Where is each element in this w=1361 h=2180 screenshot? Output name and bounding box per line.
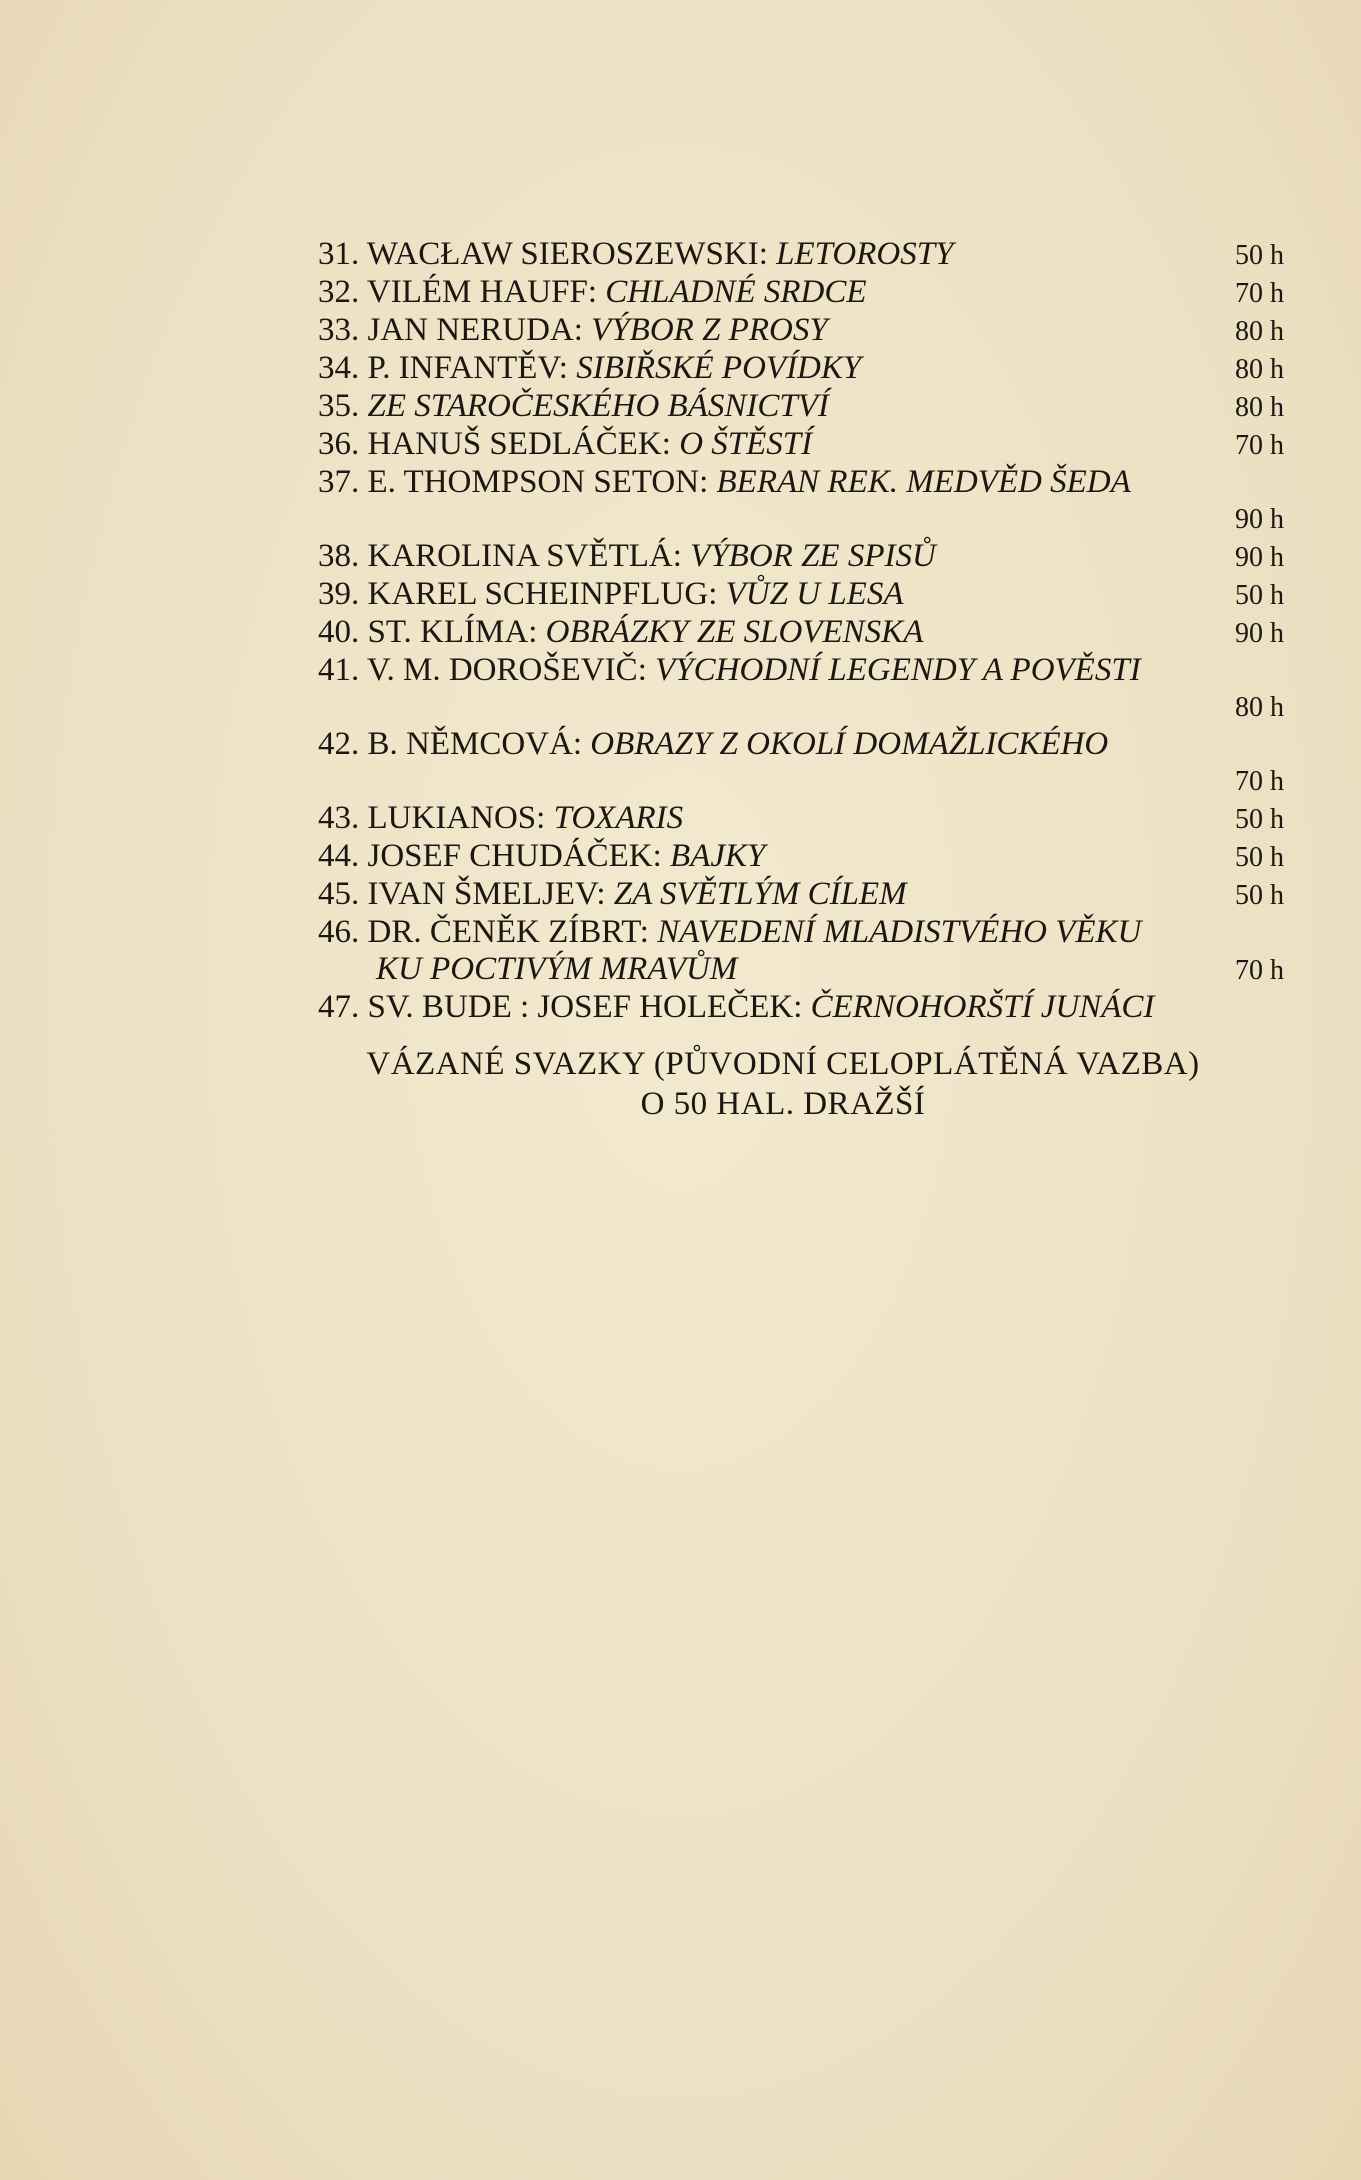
entry-price: 80 h: [1235, 316, 1284, 347]
entry-author: E. THOMPSON SETON: [367, 464, 700, 500]
entry-title: OBRAZY Z OKOLÍ DOMAŽLICKÉHO: [590, 726, 1109, 762]
entry-number: 46.: [318, 914, 360, 950]
entry-price: 50 h: [1235, 880, 1284, 911]
entry-title: ZE STAROČESKÉHO BÁSNICTVÍ: [367, 388, 829, 424]
entry-separator: :: [587, 274, 606, 310]
entry-number: 47.: [318, 989, 360, 1025]
entry-price: 70 h: [1235, 278, 1284, 309]
entry-number: 35.: [318, 388, 360, 424]
entry-author: VILÉM HAUFF: [366, 274, 588, 310]
entry-number: 44.: [318, 838, 360, 874]
entry-title: TOXARIS: [553, 800, 684, 836]
entry-number: 43.: [318, 800, 360, 836]
entry-separator: :: [528, 614, 546, 650]
entry-separator: :: [572, 726, 591, 762]
entry-separator: :: [793, 989, 811, 1025]
entry-title: VŮZ U LESA: [725, 576, 904, 612]
binding-note-line-1: VÁZANÉ SVAZKY (PŮVODNÍ CELOPLÁTĚNÁ VAZBA): [366, 1046, 1200, 1082]
entry-price: 50 h: [1235, 842, 1284, 873]
entry-title: LETOROSTY: [776, 236, 954, 272]
catalog-entry: [318, 464, 1284, 538]
entry-number: 41.: [318, 652, 360, 688]
entry-author: WACŁAW SIEROSZEWSKI: [366, 236, 759, 272]
catalog-entry: [318, 914, 1284, 989]
entry-price: 50 h: [1235, 804, 1284, 835]
entry-title: OBRÁZKY ZE SLOVENSKA: [545, 614, 924, 650]
entry-number: 37.: [318, 464, 360, 500]
catalog-entry: [318, 538, 1284, 576]
entry-number: 34.: [318, 350, 360, 386]
entry-separator: :: [536, 800, 554, 836]
catalog-entry: [318, 726, 1284, 800]
entry-price: 80 h: [1235, 392, 1284, 423]
entry-number: 31.: [318, 236, 360, 272]
entry-separator: :: [558, 350, 577, 386]
entry-number: 45.: [318, 876, 360, 912]
catalog-entry: [318, 350, 1284, 388]
entry-title: BERAN REK. MEDVĚD ŠEDA: [716, 464, 1131, 500]
entry-price: 70 h: [1235, 955, 1284, 986]
entry-number: 38.: [318, 538, 360, 574]
catalog-entry: [318, 236, 1284, 274]
entry-author: KAREL SCHEINPFLUG: [367, 576, 709, 612]
entry-title: NAVEDENÍ MLADISTVÉHO VĚKU: [657, 914, 1142, 950]
binding-note-line-2: O 50 HAL. DRAŽŠÍ: [640, 1086, 926, 1122]
catalog-entry: [318, 576, 1284, 614]
entry-price: 70 h: [1235, 766, 1284, 797]
entry-number: 39.: [318, 576, 360, 612]
entry-title: CHLADNÉ SRDCE: [605, 274, 867, 310]
entry-title: VÝCHODNÍ LEGENDY A POVĚSTI: [655, 652, 1141, 688]
entry-price: 70 h: [1235, 430, 1284, 461]
entry-author: JAN NERUDA: [367, 312, 574, 348]
entry-number: 33.: [318, 312, 360, 348]
entry-title: SIBIŘSKÉ POVÍDKY: [576, 350, 862, 386]
entry-title-continuation: KU POCTIVÝM MRAVŮM: [376, 951, 738, 987]
entry-price: 50 h: [1235, 240, 1284, 271]
catalog-entry: [318, 426, 1284, 464]
entry-author: LUKIANOS: [367, 800, 537, 836]
entry-title: BAJKY: [670, 838, 766, 874]
entry-separator: :: [596, 876, 614, 912]
entry-separator: :: [637, 652, 656, 688]
entry-price: 90 h: [1235, 618, 1284, 649]
entry-separator: :: [652, 838, 671, 874]
catalog-entry: [318, 989, 1284, 1026]
entry-author: DR. ČENĚK ZÍBRT: [367, 914, 640, 950]
entry-title: O ŠTĚSTÍ: [679, 426, 813, 462]
catalog-entry: [318, 652, 1284, 726]
entry-title: VÝBOR ZE SPISŮ: [690, 538, 936, 574]
entry-separator: :: [661, 426, 680, 462]
entry-separator: :: [708, 576, 726, 612]
entry-price: 80 h: [1235, 692, 1284, 723]
entry-author: SV. BUDE : JOSEF HOLEČEK: [367, 989, 794, 1025]
entry-number: 36.: [318, 426, 360, 462]
entry-price: 80 h: [1235, 354, 1284, 385]
entry-number: 32.: [318, 274, 360, 310]
entry-separator: :: [672, 538, 691, 574]
entry-author: JOSEF CHUDÁČEK: [367, 838, 653, 874]
catalog-entry: [318, 388, 1284, 426]
entry-author: V. M. DOROŠEVIČ: [366, 652, 638, 688]
entry-author: IVAN ŠMELJEV: [367, 876, 597, 912]
catalog-entry: [318, 838, 1284, 876]
entry-price: 90 h: [1235, 542, 1284, 573]
catalog-entry: [318, 876, 1284, 914]
entry-author: ST. KLÍMA: [367, 614, 529, 650]
entry-price: 90 h: [1235, 504, 1284, 535]
entry-title: ZA SVĚTLÝM CÍLEM: [613, 876, 907, 912]
catalog-list: [318, 236, 1284, 1026]
entry-number: 42.: [318, 726, 360, 762]
entry-price: 50 h: [1235, 580, 1284, 611]
catalog-entry: [318, 614, 1284, 652]
entry-separator: :: [758, 236, 777, 272]
catalog-entry: [318, 800, 1284, 838]
entry-author: B. NĚMCOVÁ: [367, 726, 573, 762]
binding-note: [318, 1044, 1248, 1124]
entry-separator: :: [699, 464, 717, 500]
entry-title: ČERNOHORŠTÍ JUNÁCI: [810, 989, 1155, 1025]
entry-separator: :: [573, 312, 592, 348]
entry-separator: :: [639, 914, 658, 950]
catalog-entry: [318, 274, 1284, 312]
catalog-entry: [318, 312, 1284, 350]
entry-title: VÝBOR Z PROSY: [591, 312, 828, 348]
entry-author: KAROLINA SVĚTLÁ: [367, 538, 673, 574]
entry-author: HANUŠ SEDLÁČEK: [367, 426, 662, 462]
entry-number: 40.: [318, 614, 360, 650]
entry-author: P. INFANTĚV: [367, 350, 559, 386]
